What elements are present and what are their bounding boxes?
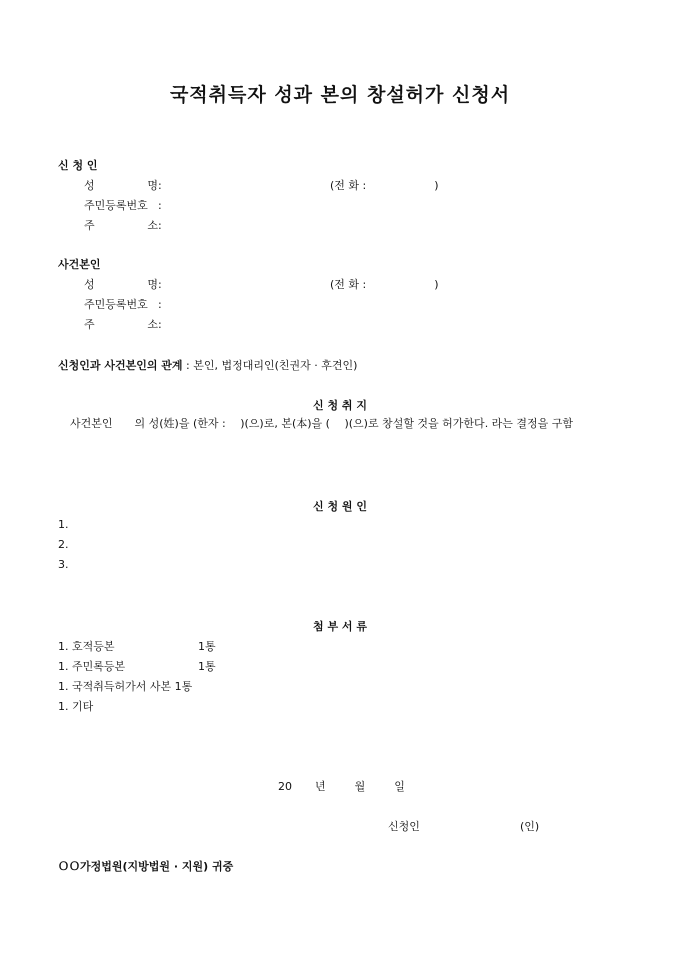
- relationship-label: 신청인과 사건본인의 관계: [58, 359, 183, 372]
- court-addressee: ＯＯ가정법원(지방법원 · 지원) 귀중: [58, 860, 234, 873]
- relationship-row: [58, 357, 357, 373]
- applicant-name-label: 성 명: [84, 179, 158, 192]
- principal-address-label: 주 소: [84, 318, 158, 331]
- principal-heading: 사건본인: [58, 258, 101, 271]
- applicant-id-row: 주민등록번호 :: [84, 199, 162, 212]
- reasons-heading: 신 청 원 인: [313, 500, 367, 513]
- applicant-address-row: 주 소 :: [84, 219, 162, 232]
- signature-label: 신청인: [388, 820, 420, 833]
- relationship-value: : 본인, 법정대리인(친권자 · 후견인): [186, 359, 358, 372]
- applicant-heading: 신 청 인: [58, 159, 98, 172]
- purpose-heading: 신 청 취 지: [313, 399, 367, 412]
- principal-name-label: 성 명: [84, 278, 158, 291]
- applicant-name-row: 성 명 :: [84, 179, 162, 192]
- signature-seal: (인): [520, 820, 540, 833]
- attachment-item: 1. 주민록등본 1통: [58, 660, 216, 673]
- attachment-item: 1. 국적취득허가서 사본 1통: [58, 680, 193, 693]
- date-line: 20 년 월 일: [278, 780, 405, 793]
- document-title: 국적취득자 성과 본의 창설허가 신청서: [169, 84, 511, 106]
- principal-phone: (전 화 : ): [330, 278, 439, 291]
- applicant-address-label: 주 소: [84, 219, 158, 232]
- reason-item: 3.: [58, 558, 69, 571]
- principal-id-row: 주민등록번호 :: [84, 298, 162, 311]
- purpose-text: 사건본인 의 성(姓)을 (한자 : )(으)로, 본(本)을 ( )(으)로 창설할 것을 허가한다. 라는 결정을 구함: [70, 417, 574, 430]
- applicant-phone: (전 화 : ): [330, 179, 439, 192]
- principal-address-row: 주 소 :: [84, 318, 162, 331]
- principal-name-row: 성 명 :: [84, 278, 162, 291]
- reason-item: 1.: [58, 518, 69, 531]
- attachment-item: 1. 호적등본 1통: [58, 640, 216, 653]
- attachment-item: 1. 기타: [58, 700, 94, 713]
- reason-item: 2.: [58, 538, 69, 551]
- attachments-heading: 첨 부 서 류: [313, 620, 367, 633]
